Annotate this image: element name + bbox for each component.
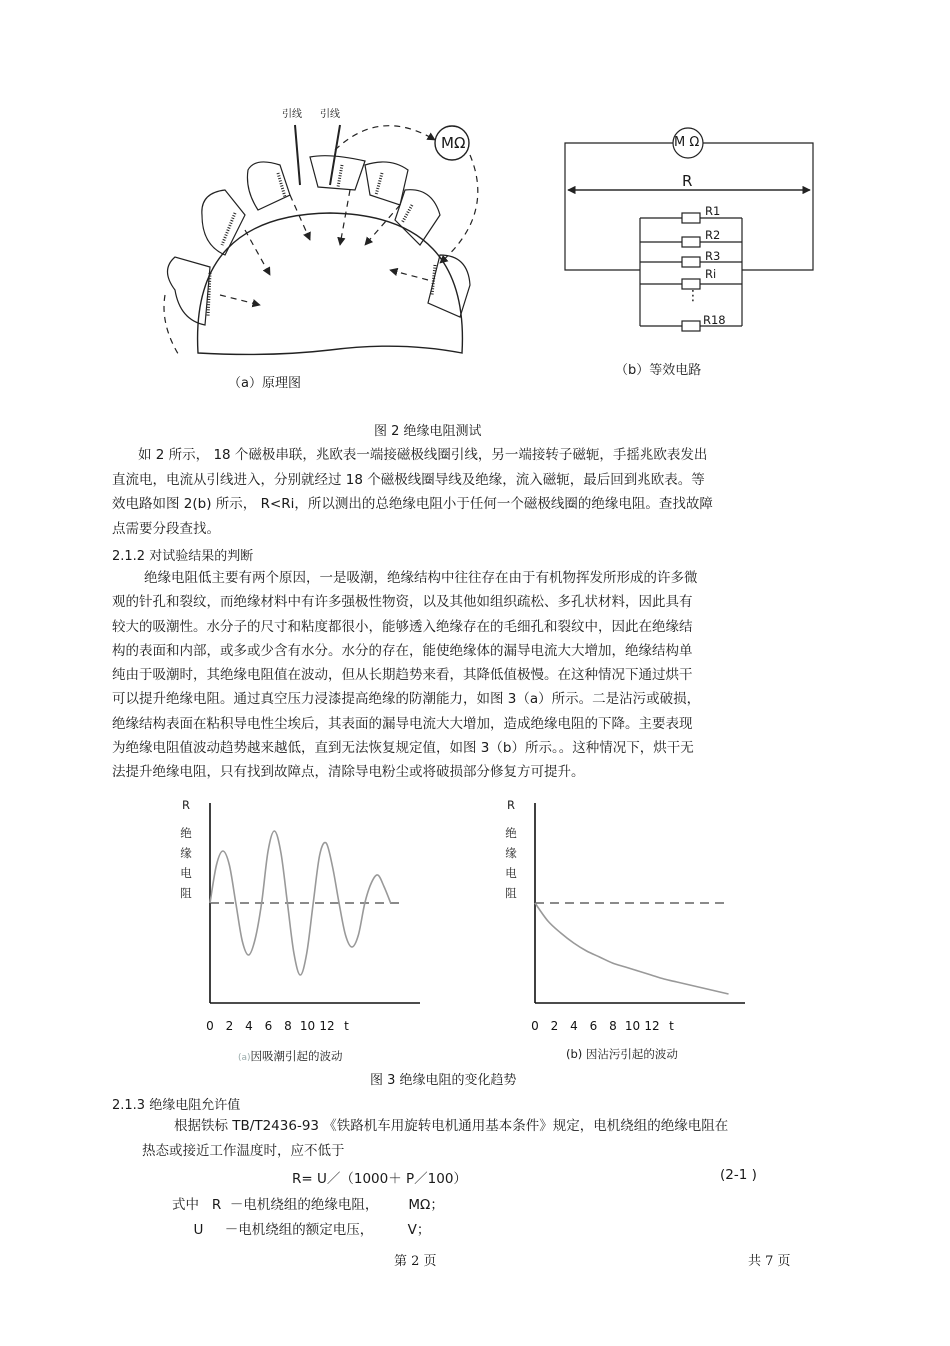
x-tick-label: 0 [531,1019,539,1033]
resistor-label: Ri [705,267,717,281]
resistor-r2 [682,237,700,247]
x-tick-label: 12 [644,1019,660,1033]
figure2b-circuit [560,118,820,338]
x-tick-label: 4 [245,1019,253,1033]
x-tick-label: 10 [299,1019,316,1033]
resistor-ellipsis: ⋮ [686,288,700,304]
text-line: 观的针孔和裂纹，而绝缘材料中有许多强极性物资，以及其他如组织疏松、多孔状材料，因此具有 [112,594,693,611]
caption-text: 因吸潮引起的波动 [250,1049,343,1063]
y-label-char: 电 [180,866,192,880]
paragraph-3 [142,1114,852,1163]
meter-label: M Ω [674,135,700,150]
y-label-char: 阻 [180,886,192,900]
y-label-char: 缘 [180,846,192,860]
footer-total-pages: 共 7 页 [748,1254,791,1269]
legend-line: 式中 R －电机绕组的绝缘电阻， MΩ； [172,1197,444,1213]
legend-line: U －电机绕组的额定电压， V； [172,1222,431,1238]
text-line: 可以提升绝缘电阻。通过真空压力浸漆提高绝缘的防潮能力，如图 3（a）所示。二是沾污或破损， [112,691,701,708]
resistor-label: R3 [705,249,721,263]
megohmmeter-label: MΩ [441,134,466,152]
x-tick-label: 8 [609,1019,617,1033]
text-line: 直流电，电流从引线进入，分别就经过 18 个磁极线圈导线及绝缘，流入磁轭，最后回到兆欧表。等 [112,471,705,488]
lead-label-2: 引线 [320,109,340,120]
x-tick-label: 0 [206,1019,214,1033]
rotor-yoke [198,213,463,354]
lead-wire-1 [295,125,300,185]
y-label-char: R [507,798,515,812]
figure2-title: 图 2 绝缘电阻测试 [374,424,482,439]
resistor-label: R2 [705,228,721,242]
x-tick-label: 2 [550,1019,559,1033]
y-label-char: 缘 [505,846,517,860]
x-tick-label: 2 [225,1019,234,1033]
lead-wire-2 [330,125,340,185]
y-label-char: 电 [505,866,517,880]
y-label-char: 阻 [505,886,517,900]
figure2a-caption: （a）原理图 [228,376,301,391]
total-resistance-label: R [682,172,693,190]
footer-page-number: 第 2 页 [394,1254,437,1269]
x-tick-label: t [344,1019,349,1033]
y-label-char: R [182,798,190,812]
formula: R= U／（1000＋ P／100） [292,1171,467,1187]
resistor-r1 [682,213,700,223]
text-line: 法提升绝缘电阻，只有找到故障点，清除导电粉尘或将破损部分修复方可提升。 [112,764,585,781]
figure2b-caption: （b）等效电路 [615,363,702,378]
series-line [535,903,729,994]
resistor-label: R1 [705,204,721,218]
text-line: 为绝缘电阻值波动趋势越来越低，直到无法恢复规定值，如图 3（b）所示。。这种情况下，烘干无 [112,740,694,757]
paragraph-1 [112,443,822,541]
x-tick-label: 6 [264,1019,273,1033]
text-line: 绝缘电阻低主要有两个原因，一是吸潮，绝缘结构中往往存在由于有机物挥发所形成的许多微 [144,570,698,586]
figure3b-caption: (b) 因沾污引起的波动 [566,1047,678,1061]
x-tick-label: 12 [319,1019,335,1033]
text-line: 热态或接近工作温度时，应不低于 [142,1142,345,1159]
figure3a-caption [238,1048,343,1064]
text-line: 绝缘结构表面在粘积导电性尘埃后，其表面的漏导电流大大增加，造成绝缘电阻的下降。主要表现 [112,715,693,732]
text-line: 构的表面和内部，或多或少含有水分。水分的存在，能使绝缘体的漏导电流大大增加，绝缘结构单 [112,642,693,659]
x-tick-label: 6 [589,1019,598,1033]
y-label-char: 绝 [505,826,517,840]
text-line: 根据铁标 TB/T2436-93 《铁路机车用旋转电机通用基本条件》规定，电机绕组的绝缘电阻在 [174,1118,729,1134]
formula-number: (2-1 ) [720,1167,757,1183]
resistor-r3 [682,257,700,267]
x-tick-label: 10 [624,1019,641,1033]
text-line: 点需要分段查找。 [112,520,220,537]
y-label-char: 绝 [180,826,192,840]
text-line: 如 2 所示， 18 个磁极串联，兆欧表一端接磁极线圈引线，另一端接转子磁轭，手摇兆欧表发出 [138,447,708,463]
figure3b-chart [495,795,755,1040]
figure3-title: 图 3 绝缘电阻的变化趋势 [370,1073,517,1088]
resistor-r18 [682,321,700,331]
text-line: 纯由于吸潮时，其绝缘电阻值在波动，但从长期趋势来看，其降低值极慢。在这种情况下通过烘干 [112,667,693,684]
section-heading-2-1-3: 2.1.3 绝缘电阻允许值 [112,1098,241,1113]
figure3a-chart [170,795,430,1040]
x-tick-label: t [669,1019,674,1033]
resistor-label: R18 [703,313,726,327]
text-line: 效电路如图 2(b) 所示， R<Ri，所以测出的总绝缘电阻小于任何一个磁极线圈的绝缘电阻。查找故障 [112,496,713,512]
text-line: 较大的吸潮性。水分子的尺寸和粘度都很小，能够透入绝缘存在的毛细孔和裂纹中，因此在绝缘结 [112,618,693,635]
lead-label-1: 引线 [282,109,302,120]
x-tick-label: 8 [284,1019,292,1033]
x-tick-label: 4 [570,1019,578,1033]
paragraph-2 [112,566,822,785]
section-heading-2-1-2: 2.1.2 对试验结果的判断 [112,549,254,564]
caption-prefix: (a) [238,1053,251,1063]
